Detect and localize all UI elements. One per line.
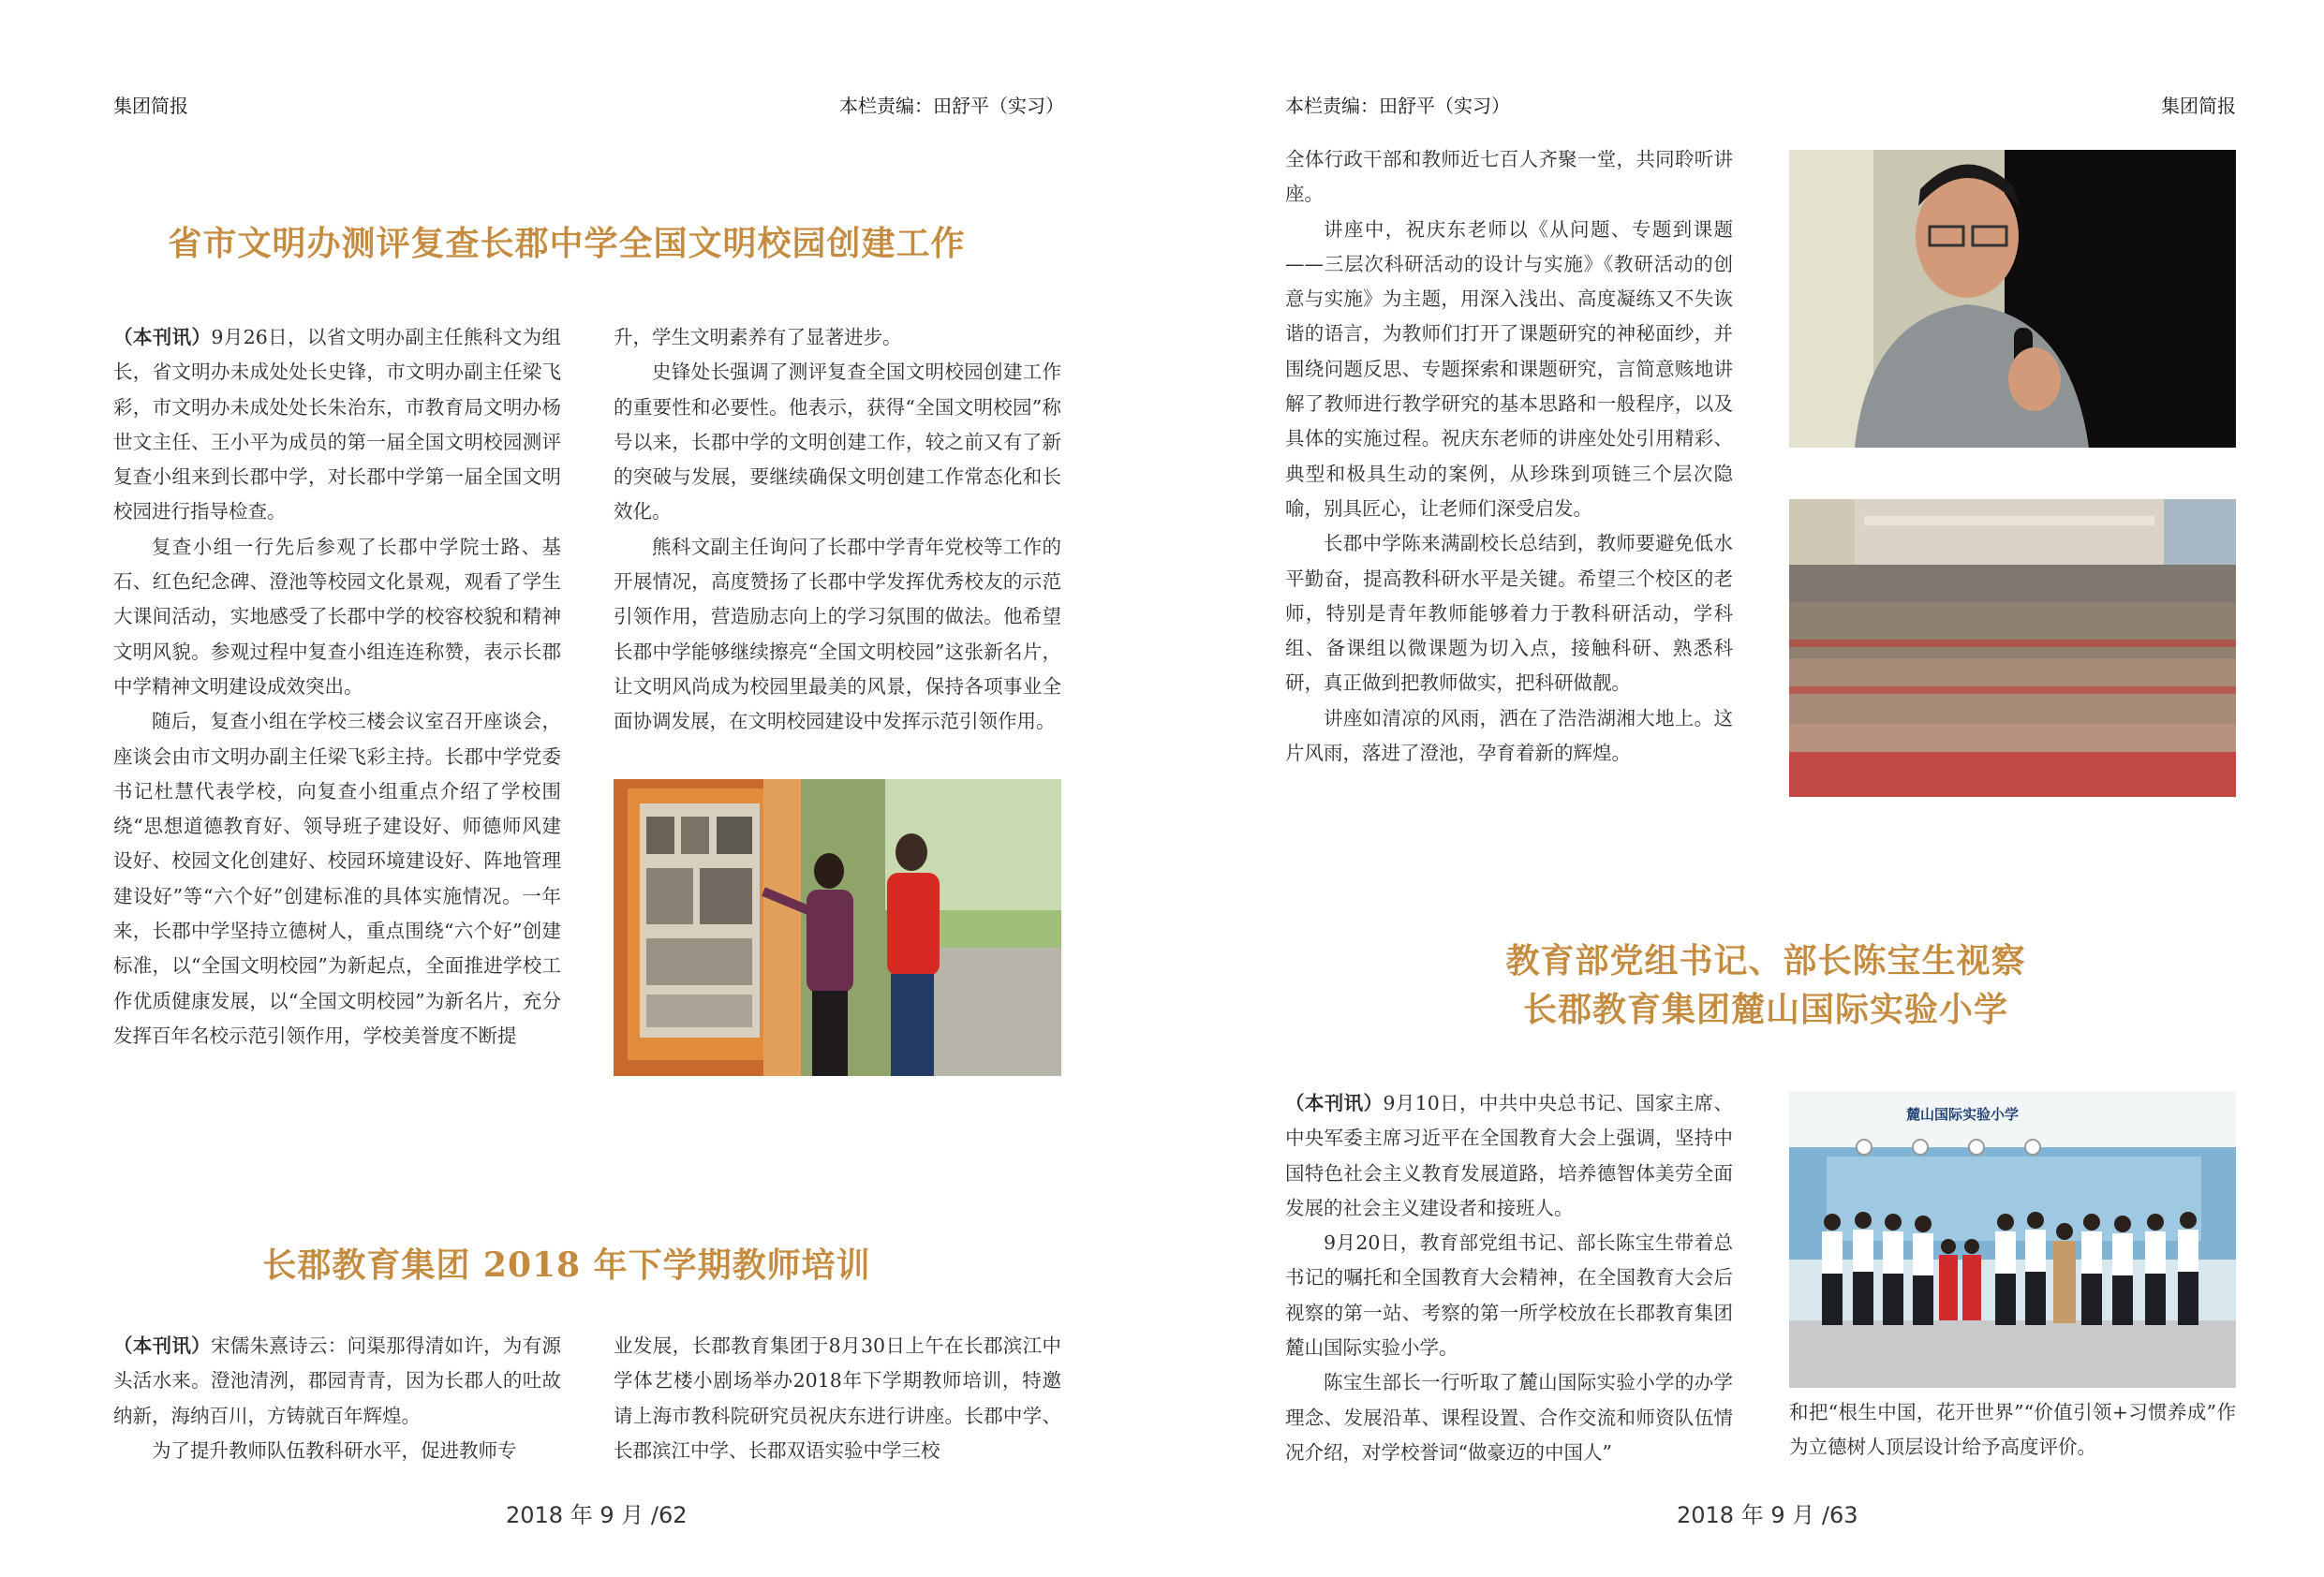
article3-column-1 [1285, 1086, 1733, 1470]
photo-lecturer-speaking [1789, 150, 2236, 448]
article1-paragraph: 复查小组一行先后参观了长郡中学院士路、基石、红色纪念碑、澄池等校园文化景观，观看了学生大课间活动，实地感受了长郡中学的校容校貌和精神文明风貌。参观过程中复查小组连连称赞，表示长郡中学精神文明建设成效突出。 [113, 535, 561, 698]
article1-title: 省市文明办测评复查长郡中学全国文明校园创建工作 [168, 224, 966, 263]
article2-paragraph: 全体行政干部和教师近七百人齐聚一堂，共同聆听讲座。 [1285, 148, 1733, 206]
article1-paragraph: 随后，复查小组在学校三楼会议室召开座谈会，座谈会由市文明办副主任梁飞彩主持。长郡中学党委书记杜慧代表学校，向复查小组重点介绍了学校围绕“思想道德教育好、领导班子建设好、师德师风建设好、校园文化创建好、校园环境建设好、阵地管理建设好”等“六个好”创建标准的具体实施情况。一年来，长郡中学坚持立德树人，重点围绕“六个好”创建标准，以“全国文明校园”为新起点，全面推进学校工作优质健康发展，以“全国文明校园”为新名片，充分发挥百年名校示范引领作用，学校美誉度不断提 [113, 710, 561, 1047]
article2-paragraph: 业发展，长郡教育集团于8月30日上午在长郡滨江中学体艺楼小剧场举办2018年下学期教师培训，特邀请上海市教科院研究员祝庆东进行讲座。长郡中学、长郡滨江中学、长郡双语实验中学三校 [614, 1334, 1061, 1462]
article3-paragraph: 陈宝生部长一行听取了麓山国际实验小学的办学理念、发展沿革、课程设置、合作交流和师资队伍情况介绍，对学校誉词“做豪迈的中国人” [1285, 1371, 1733, 1464]
article1-paragraph: 史锋处长强调了测评复查全国文明校园创建工作的重要性和必要性。他表示，获得“全国文明校园”称号以来，长郡中学的文明创建工作，较之前又有了新的突破与发展，要继续确保文明创建工作常态化和长效化。 [614, 361, 1061, 523]
article3-news-tag: （本刊讯） [1285, 1092, 1384, 1114]
article2-continued-column [1285, 142, 1733, 840]
article2-paragraph: 讲座中，祝庆东老师以《从问题、专题到课题——三层次科研活动的设计与实施》《教研活动的创意与实施》为主题，用深入浅出、高度凝练又不失诙谐的语言，为教师们打开了课题研究的神秘面纱，并围绕问题反思、专题探索和课题研究，言简意赅地讲解了教师进行教学研究的基本思路和一般程序，以及具体的实施过程。祝庆东老师的讲座处处引用精彩、典型和极具生动的案例，从珍珠到项链三个层次隐喻，别具匠心，让老师们深受启发。 [1285, 217, 1733, 520]
right-section-label: 集团简报 [2161, 95, 2236, 117]
article1-column-2 [614, 320, 1061, 774]
article1-paragraph: 熊科文副主任询问了长郡中学青年党校等工作的开展情况，高度赞扬了长郡中学发挥优秀校友的示范引领作用，营造励志向上的学习氛围的做法。他希望长郡中学能够继续擦亮“全国文明校园”这张新名片，让文明风尚成为校园里最美的风景，保持各项事业全面协调发展，在文明校园建设中发挥示范引领作用。 [614, 535, 1061, 733]
article3-paragraph: 9月10日，中共中央总书记、国家主席、中央军委主席习近平在全国教育大会上强调，坚持中国特色社会主义教育发展道路，培养德智体美劳全面发展的社会主义建设者和接班人。 [1285, 1092, 1733, 1219]
photo-group-visit [1789, 1091, 2236, 1388]
photo-auditorium-audience [1789, 499, 2236, 797]
article2-paragraph: 为了提升教师队伍教科研水平，促进教师专 [152, 1438, 517, 1462]
article2-paragraph: 讲座如清凉的风雨，洒在了浩浩湖湘大地上。这片风雨，落进了澄池，孕育着新的辉煌。 [1285, 706, 1733, 765]
article2-news-tag: （本刊讯） [113, 1334, 211, 1357]
article1-paragraph: 升，学生文明素养有了显著进步。 [614, 326, 902, 348]
article3-column-2: 和把“根生中国，花开世界”“价值引领+习惯养成”作为立德树人顶层设计给予高度评价。 [1789, 1401, 2236, 1459]
left-page-number: 2018 年 9 月 /62 [506, 1502, 688, 1528]
right-page-number: 2018 年 9 月 /63 [1677, 1502, 1858, 1528]
article2-paragraph: 长郡中学陈来满副校长总结到，教师要避免低水平勤奋，提高教科研水平是关键。希望三个校区的老师，特别是青年教师能够着力于教科研活动，学科组、备课组以微课题为切入点，接触科研、熟悉科研，真正做到把教师做实，把科研做靓。 [1285, 532, 1733, 695]
article3-paragraph: 9月20日，教育部党组书记、部长陈宝生带着总书记的嘱托和全国教育大会精神，在全国教育大会后视察的第一站、考察的第一所学校放在长郡教育集团麓山国际实验小学。 [1285, 1231, 1733, 1360]
article1-paragraph: 9月26日，以省文明办副主任熊科文为组长，省文明办未成处处长史锋，市文明办副主任梁飞彩，市文明办未成处处长朱治东，市教育局文明办杨世文主任、王小平为成员的第一届全国文明校园测评复查小组来到长郡中学，对长郡中学第一届全国文明校园进行指导检查。 [113, 326, 561, 523]
right-editor-label: 本栏责编：田舒平（实习） [1285, 95, 1510, 117]
left-section-label: 集团简报 [113, 95, 188, 117]
photo-inspection-display-board [614, 779, 1061, 1076]
article1-column-1 [113, 320, 561, 1088]
left-editor-label: 本栏责编：田舒平（实习） [839, 95, 1064, 117]
article2-column-1 [113, 1329, 561, 1469]
photo-banner-text: 麓山国际实验小学 [1906, 1106, 2020, 1123]
article3-title-line-2: 长郡教育集团麓山国际实验小学 [1522, 990, 2008, 1029]
article3-title [1330, 936, 2201, 1034]
article2-title: 长郡教育集团 2018 年下学期教师培训 [262, 1245, 871, 1285]
article2-paragraph: 宋儒朱熹诗云：问渠那得清如许，为有源头活水来。澄池清洌，郡园青青，因为长郡人的吐故纳新，海纳百川，方铸就百年辉煌。 [113, 1334, 561, 1427]
article3-title-line-1: 教育部党组书记、部长陈宝生视察 [1505, 941, 2026, 980]
article1-news-tag: （本刊讯） [113, 326, 212, 348]
article2-column-2 [614, 1329, 1061, 1469]
